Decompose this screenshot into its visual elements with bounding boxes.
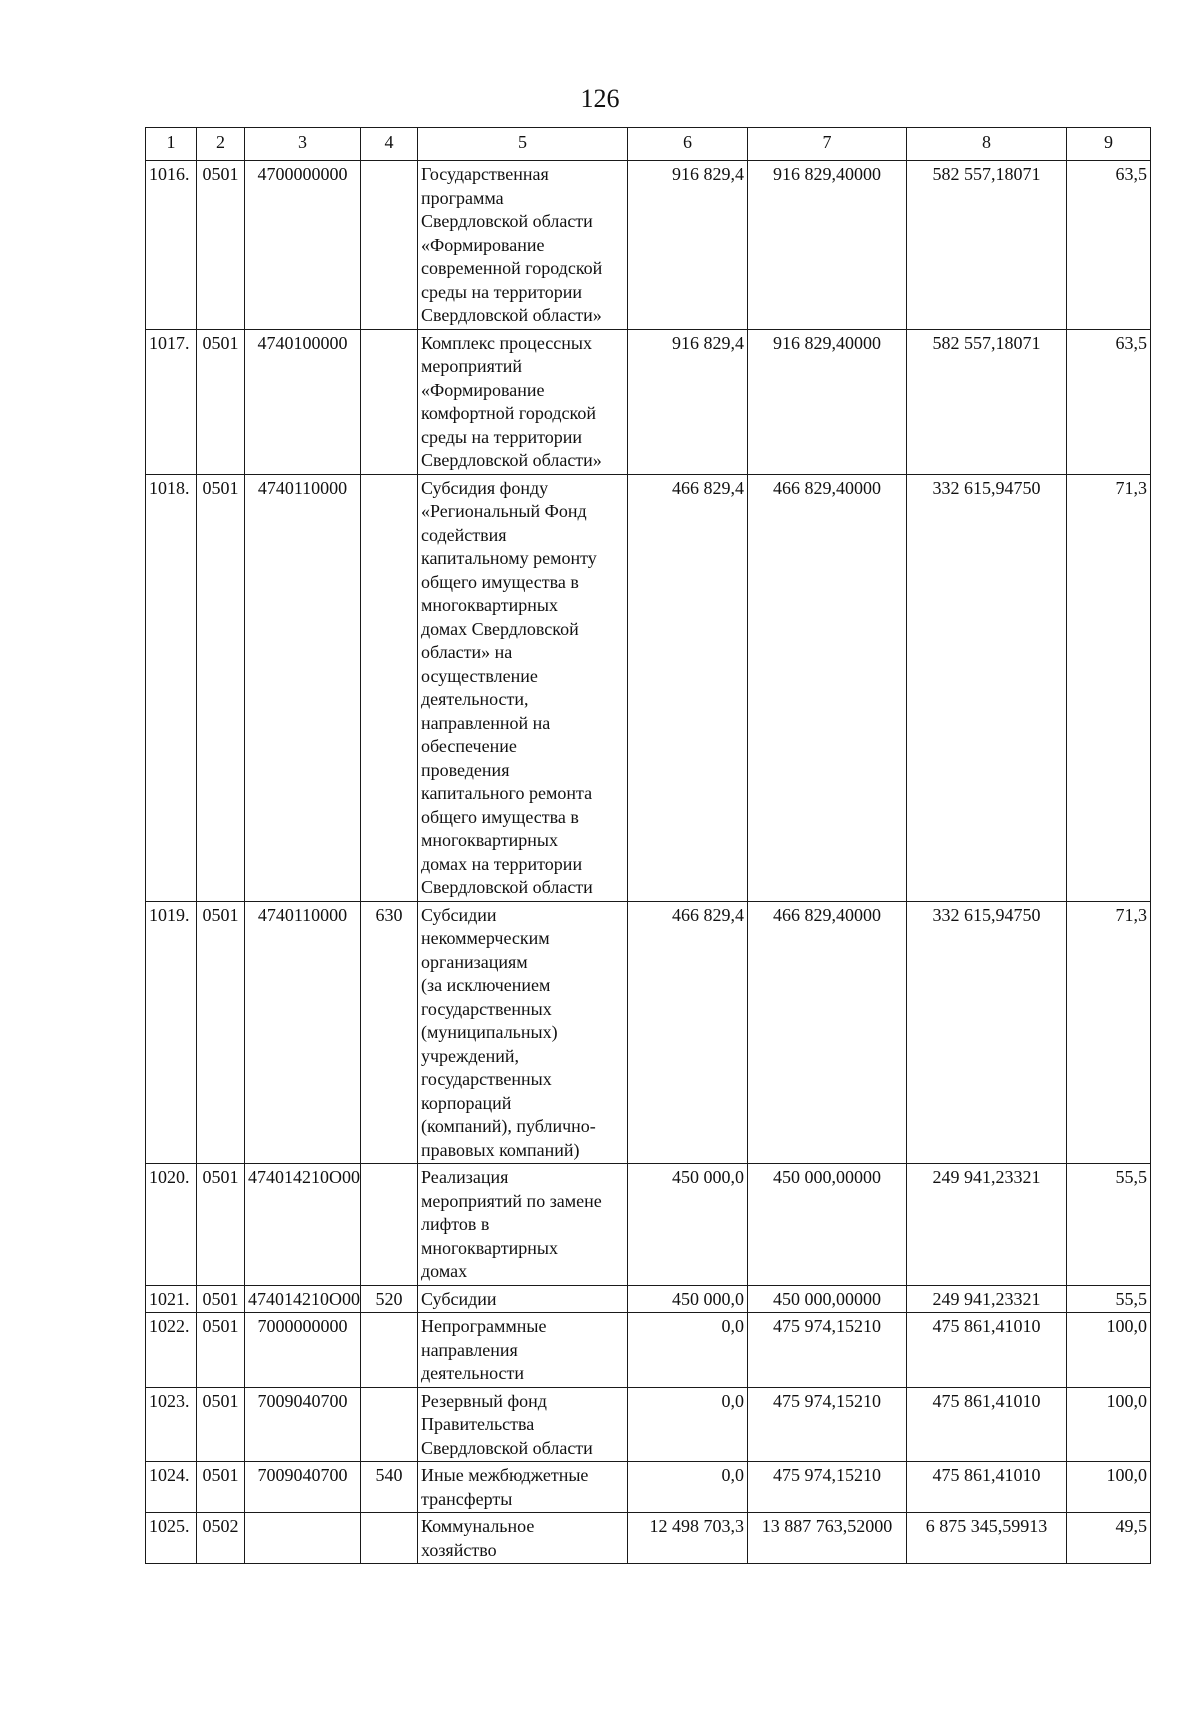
table-row <box>146 901 1151 1164</box>
approved-amount: 916 829,4 <box>628 161 748 330</box>
expense-type-code <box>361 1513 418 1564</box>
item-name-line: Комплекс процессных <box>421 332 592 353</box>
item-name-line: хозяйство <box>421 1539 497 1560</box>
item-name-line: Субсидия фонду <box>421 477 549 498</box>
item-name-line: Свердловской области <box>421 877 593 897</box>
item-name-line: комфортной городской <box>421 403 596 423</box>
executed-amount: 249 941,23321 <box>907 1285 1067 1313</box>
item-name-line: домах Свердловской <box>421 618 579 639</box>
item-name-line: Свердловской области <box>421 211 593 231</box>
section-code: 0501 <box>197 1313 245 1388</box>
budget-amount: 475 974,15210 <box>748 1462 907 1513</box>
table-row <box>146 1462 1151 1513</box>
execution-percent: 71,3 <box>1067 901 1151 1164</box>
item-name-line: среды на территории <box>421 426 582 447</box>
item-name-line: Свердловской области <box>421 1437 593 1458</box>
target-article-code: 7009040700 <box>245 1462 361 1513</box>
approved-amount: 0,0 <box>628 1313 748 1388</box>
table-body <box>146 161 1151 1564</box>
expense-type-code <box>361 1387 418 1462</box>
budget-table <box>145 127 1151 1564</box>
item-name-line: лифтов в <box>421 1214 490 1234</box>
column-header: 8 <box>907 128 1067 161</box>
executed-amount: 475 861,41010 <box>907 1313 1067 1388</box>
approved-amount: 12 498 703,3 <box>628 1513 748 1564</box>
item-name-line: мероприятий <box>421 356 523 376</box>
item-name-line: (за исключением <box>421 975 551 995</box>
target-article-code: 4700000000 <box>245 161 361 330</box>
item-name-line: «Региональный Фонд <box>421 501 587 521</box>
item-name-line: домах на территории <box>421 853 583 874</box>
executed-amount: 582 557,18071 <box>907 161 1067 330</box>
table-row <box>146 1164 1151 1286</box>
approved-amount: 916 829,4 <box>628 329 748 474</box>
table-row <box>146 329 1151 474</box>
item-name-line: области» на <box>421 642 513 662</box>
item-name-line: Непрограммные <box>421 1316 547 1336</box>
table-row <box>146 1387 1151 1462</box>
item-name-line: некоммерческим <box>421 928 550 948</box>
item-name-line: (муниципальных) <box>421 1022 558 1042</box>
item-name-line: (компаний), публично- <box>421 1116 596 1136</box>
item-name-line: общего имущества в <box>421 806 579 827</box>
execution-percent: 55,5 <box>1067 1285 1151 1313</box>
row-number: 1022. <box>146 1313 197 1388</box>
approved-amount: 466 829,4 <box>628 901 748 1164</box>
row-number: 1018. <box>146 474 197 901</box>
item-name-line: мероприятий по замене <box>421 1190 602 1211</box>
execution-percent: 49,5 <box>1067 1513 1151 1564</box>
table-row <box>146 1285 1151 1313</box>
execution-percent: 71,3 <box>1067 474 1151 901</box>
item-name-line: Иные межбюджетные <box>421 1465 589 1485</box>
item-name-line: Субсидии <box>421 904 497 925</box>
executed-amount: 582 557,18071 <box>907 329 1067 474</box>
item-name-line: государственных <box>421 1069 552 1089</box>
budget-amount: 916 829,40000 <box>748 329 907 474</box>
execution-percent: 100,0 <box>1067 1313 1151 1388</box>
approved-amount: 0,0 <box>628 1462 748 1513</box>
target-article-code: 474014210О00 <box>245 1285 361 1313</box>
item-name-line: осуществление <box>421 665 538 686</box>
executed-amount: 332 615,94750 <box>907 901 1067 1164</box>
item-name-line: деятельности, <box>421 689 529 709</box>
item-name-line: современной городской <box>421 258 603 278</box>
item-name-line: правовых компаний) <box>421 1139 580 1160</box>
item-name-line: Свердловской области» <box>421 305 602 325</box>
item-name-line: программа <box>421 187 504 208</box>
table-row <box>146 1313 1151 1388</box>
item-name <box>418 1462 628 1513</box>
table-header <box>146 128 1151 161</box>
section-code: 0501 <box>197 1164 245 1286</box>
item-name-line: направленной на <box>421 712 551 733</box>
expense-type-code <box>361 329 418 474</box>
target-article-code: 4740110000 <box>245 474 361 901</box>
target-article-code <box>245 1513 361 1564</box>
item-name-line: Государственная <box>421 164 549 184</box>
item-name-line: учреждений, <box>421 1045 520 1066</box>
item-name <box>418 329 628 474</box>
item-name <box>418 1313 628 1388</box>
execution-percent: 100,0 <box>1067 1387 1151 1462</box>
approved-amount: 450 000,0 <box>628 1285 748 1313</box>
item-name-line: Реализация <box>421 1167 509 1187</box>
executed-amount: 249 941,23321 <box>907 1164 1067 1286</box>
item-name-line: «Формирование <box>421 234 545 255</box>
budget-amount: 450 000,00000 <box>748 1164 907 1286</box>
section-code: 0501 <box>197 1387 245 1462</box>
item-name-line: домах <box>421 1261 468 1281</box>
row-number: 1023. <box>146 1387 197 1462</box>
budget-amount: 916 829,40000 <box>748 161 907 330</box>
budget-amount: 450 000,00000 <box>748 1285 907 1313</box>
expense-type-code <box>361 1164 418 1286</box>
item-name-line: Резервный фонд <box>421 1390 547 1411</box>
approved-amount: 0,0 <box>628 1387 748 1462</box>
section-code: 0501 <box>197 474 245 901</box>
column-header: 2 <box>197 128 245 161</box>
target-article-code: 4740110000 <box>245 901 361 1164</box>
row-number: 1017. <box>146 329 197 474</box>
row-number: 1024. <box>146 1462 197 1513</box>
expense-type-code <box>361 1313 418 1388</box>
column-header: 9 <box>1067 128 1151 161</box>
item-name-line: Правительства <box>421 1414 535 1434</box>
execution-percent: 63,5 <box>1067 161 1151 330</box>
row-number: 1021. <box>146 1285 197 1313</box>
page-number: 126 <box>580 84 620 113</box>
executed-amount: 475 861,41010 <box>907 1462 1067 1513</box>
section-code: 0501 <box>197 1462 245 1513</box>
column-header: 3 <box>245 128 361 161</box>
expense-type-code: 540 <box>361 1462 418 1513</box>
execution-percent: 63,5 <box>1067 329 1151 474</box>
row-number: 1019. <box>146 901 197 1164</box>
item-name <box>418 1513 628 1564</box>
execution-percent: 100,0 <box>1067 1462 1151 1513</box>
item-name-line: капитального ремонта <box>421 783 593 803</box>
item-name <box>418 1387 628 1462</box>
column-header: 4 <box>361 128 418 161</box>
item-name <box>418 901 628 1164</box>
item-name-line: трансферты <box>421 1488 513 1509</box>
table-row <box>146 474 1151 901</box>
item-name-line: деятельности <box>421 1363 525 1383</box>
budget-amount: 466 829,40000 <box>748 474 907 901</box>
item-name-line: многоквартирных <box>421 830 558 850</box>
budget-amount: 13 887 763,52000 <box>748 1513 907 1564</box>
item-name-line: «Формирование <box>421 379 545 400</box>
row-number: 1020. <box>146 1164 197 1286</box>
budget-amount: 466 829,40000 <box>748 901 907 1164</box>
expense-type-code <box>361 161 418 330</box>
row-number: 1016. <box>146 161 197 330</box>
target-article-code: 474014210О00 <box>245 1164 361 1286</box>
section-code: 0501 <box>197 329 245 474</box>
target-article-code: 4740100000 <box>245 329 361 474</box>
section-code: 0501 <box>197 161 245 330</box>
table-row <box>146 161 1151 330</box>
item-name-line: многоквартирных <box>421 1237 558 1258</box>
item-name-line: многоквартирных <box>421 595 558 615</box>
item-name-line: Свердловской области» <box>421 450 602 470</box>
section-code: 0501 <box>197 901 245 1164</box>
item-name-line: государственных <box>421 998 552 1019</box>
column-header: 1 <box>146 128 197 161</box>
item-name-line: содействия <box>421 524 507 545</box>
header-row <box>146 128 1151 161</box>
column-header: 7 <box>748 128 907 161</box>
row-number: 1025. <box>146 1513 197 1564</box>
item-name-line: организациям <box>421 951 528 972</box>
item-name <box>418 1285 628 1313</box>
item-name-line: Субсидии <box>421 1288 497 1309</box>
item-name-line: общего имущества в <box>421 571 579 592</box>
item-name-line: Коммунальное <box>421 1516 535 1536</box>
item-name-line: капитальному ремонту <box>421 548 597 568</box>
item-name-line: корпораций <box>421 1092 512 1113</box>
approved-amount: 450 000,0 <box>628 1164 748 1286</box>
table-row <box>146 1513 1151 1564</box>
section-code: 0501 <box>197 1285 245 1313</box>
item-name <box>418 161 628 330</box>
executed-amount: 332 615,94750 <box>907 474 1067 901</box>
item-name-line: обеспечение <box>421 736 517 756</box>
executed-amount: 6 875 345,59913 <box>907 1513 1067 1564</box>
approved-amount: 466 829,4 <box>628 474 748 901</box>
budget-amount: 475 974,15210 <box>748 1387 907 1462</box>
target-article-code: 7000000000 <box>245 1313 361 1388</box>
item-name <box>418 1164 628 1286</box>
budget-amount: 475 974,15210 <box>748 1313 907 1388</box>
executed-amount: 475 861,41010 <box>907 1387 1067 1462</box>
item-name-line: направления <box>421 1339 518 1360</box>
item-name-line: проведения <box>421 759 510 780</box>
item-name <box>418 474 628 901</box>
execution-percent: 55,5 <box>1067 1164 1151 1286</box>
column-header: 6 <box>628 128 748 161</box>
item-name-line: среды на территории <box>421 281 582 302</box>
column-header: 5 <box>418 128 628 161</box>
expense-type-code: 630 <box>361 901 418 1164</box>
expense-type-code <box>361 474 418 901</box>
expense-type-code: 520 <box>361 1285 418 1313</box>
target-article-code: 7009040700 <box>245 1387 361 1462</box>
section-code: 0502 <box>197 1513 245 1564</box>
